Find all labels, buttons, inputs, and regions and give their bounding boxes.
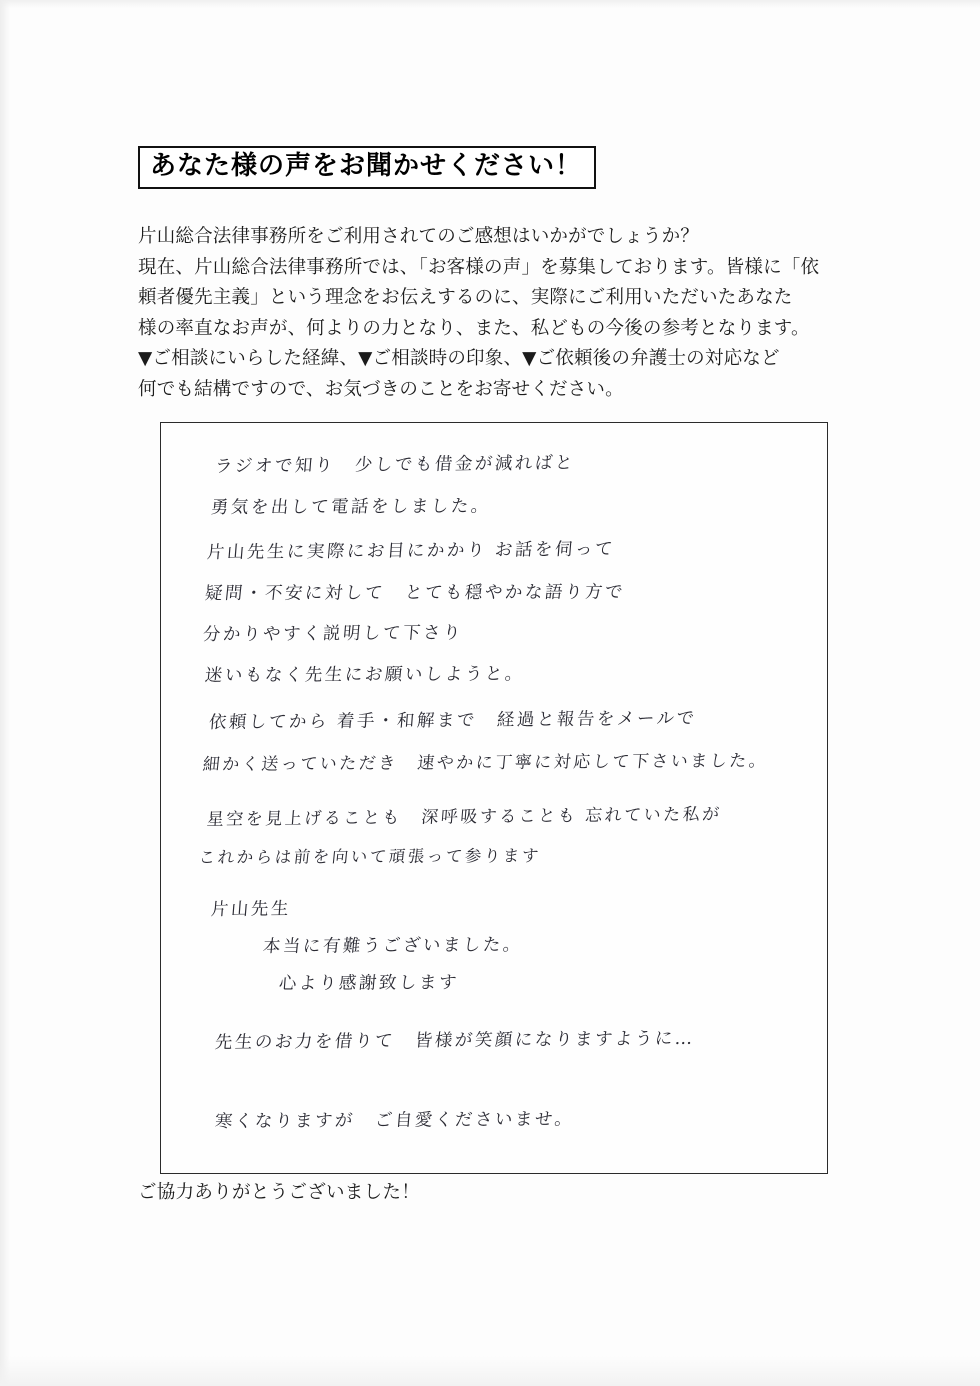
intro-line-1: 片山総合法律事務所をご利用されてのご感想はいかがでしょうか？ — [138, 226, 700, 247]
handwritten-line: 本当に有難うございました。 — [261, 935, 524, 958]
handwritten-line: ラジオで知り 少しでも借金が減ればと — [214, 453, 576, 478]
handwritten-line: 先生のお力を借りて 皆様が笑顔になりますように… — [213, 1028, 696, 1054]
handwritten-answer-box — [160, 422, 828, 1174]
page-title: あなた様の声をお聞かせください！ — [150, 151, 583, 181]
intro-line-4: 様の率直なお声が、何よりの力となり、また、私どもの今後の参考となります。 — [138, 317, 810, 339]
handwritten-line: 細かく送っていただき 速やかに丁寧に対応して下さいました。 — [201, 751, 770, 776]
handwritten-line: 疑問・不安に対して とても穏やかな語り方で — [203, 582, 626, 605]
page-title-box — [138, 146, 596, 189]
handwritten-line: 片山先生 — [210, 899, 292, 921]
intro-line-5: ▼ご相談にいらした経緯、▼ご相談時の印象、▼ご依頼後の弁護士の対応など — [138, 348, 780, 369]
handwritten-line: 分かりやすく説明して下さり — [202, 623, 464, 646]
handwritten-line: 寒くなりますが ご自愛くださいませ。 — [214, 1109, 576, 1133]
handwritten-line: これからは前を向いて頑張って参ります — [197, 846, 542, 868]
handwritten-text — [161, 423, 827, 1173]
intro-line-2: 現在、片山総合法律事務所では、「お客様の声」を募集しております。皆様に「依 — [138, 256, 820, 278]
handwritten-line: 勇気を出して電話をしました。 — [209, 496, 492, 519]
intro-line-3: 頼者優先主義」という理念をお伝えするのに、実際にご利用いただいたあなた — [138, 287, 793, 308]
handwritten-line: 迷いもなく先生にお願いしようと。 — [203, 664, 526, 687]
intro-paragraph — [138, 222, 850, 405]
handwritten-line: 星空を見上げることも 深呼吸することも 忘れていた私が — [206, 804, 723, 831]
handwritten-line: 片山先生に実際にお目にかかり お話を伺って — [206, 539, 616, 564]
scan-edge-bottom — [0, 1356, 980, 1386]
scan-edge-top — [0, 0, 980, 8]
scan-edge-left — [0, 0, 10, 1386]
intro-line-6: 何でも結構ですので、お気づきのことをお寄せください。 — [138, 378, 624, 400]
closing-line: ご協力ありがとうございました！ — [138, 1182, 421, 1203]
handwritten-line: 心より感謝致します — [278, 973, 460, 995]
handwritten-line: 依頼してから 着手・和解まで 経過と報告をメールで — [208, 708, 698, 734]
